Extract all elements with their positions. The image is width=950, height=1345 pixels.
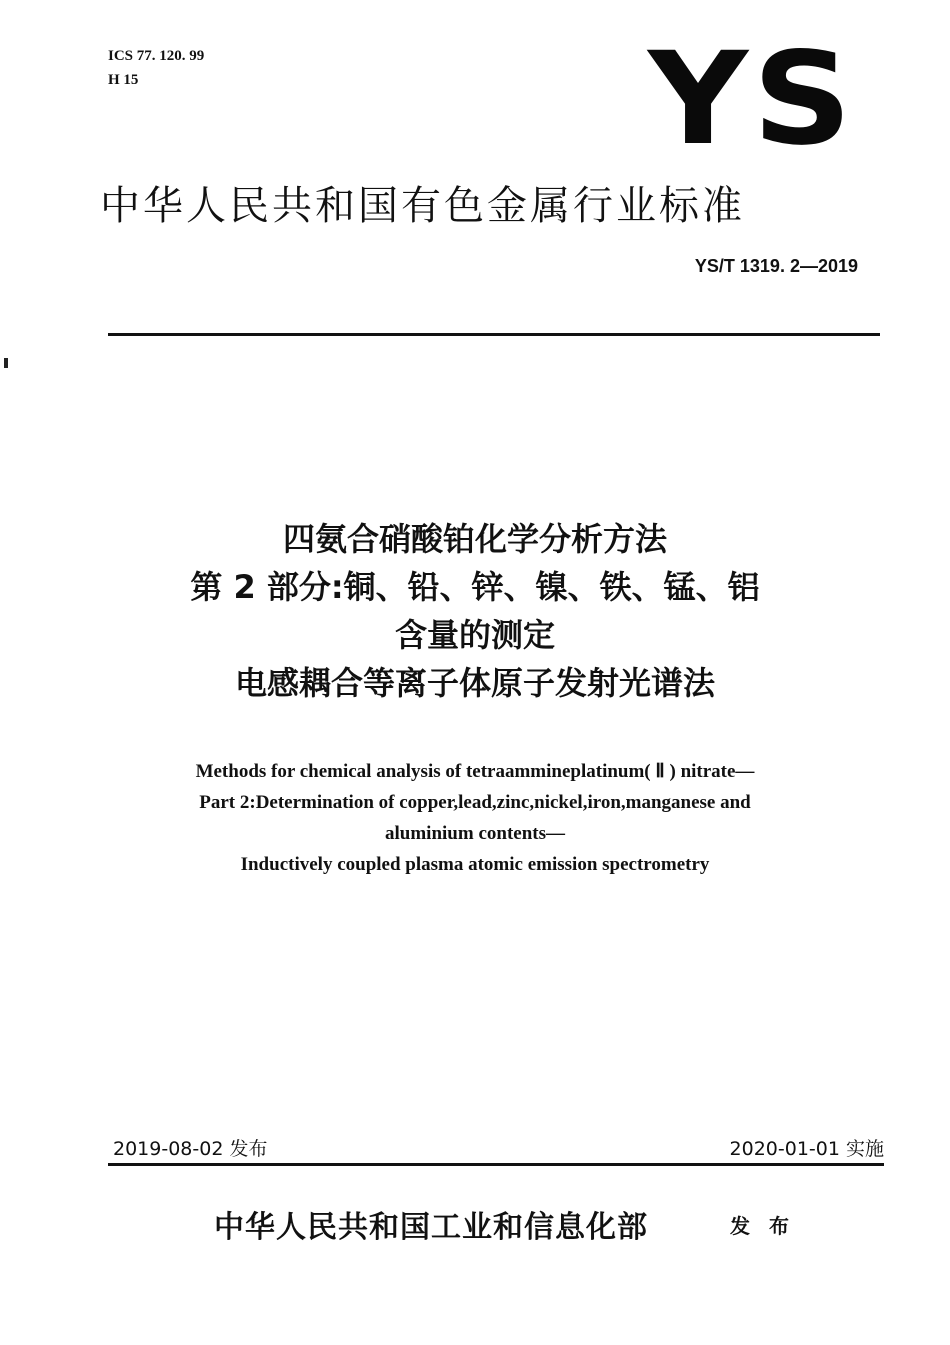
chinese-title-line-2: 第 2 部分:铜、铅、锌、镍、铁、锰、铝 (190, 568, 760, 606)
bottom-divider (108, 1163, 884, 1166)
issue-date: 2019-08-02 发布 (113, 1138, 268, 1160)
english-title-line-2: Part 2:Determination of copper,lead,zinc,nickel,iron,manganese and (199, 792, 751, 813)
english-title-line-3: aluminium contents— (385, 823, 565, 844)
effective-date: 2020-01-01 实施 (729, 1138, 884, 1160)
ics-code: ICS 77. 120. 99 (108, 48, 205, 64)
issuing-authority: 中华人民共和国工业和信息化部 (214, 1210, 648, 1245)
chinese-title (75, 515, 875, 707)
english-title (75, 756, 875, 880)
ys-logo: YS (648, 25, 857, 174)
standard-number: YS/T 1319. 2—2019 (694, 256, 858, 276)
chinese-title-line-3: 含量的测定 (394, 616, 555, 654)
english-title-line-4: Inductively coupled plasma atomic emission spectrometry (240, 854, 710, 875)
english-title-line-1: Methods for chemical analysis of tetraammineplatinum( Ⅱ ) nitrate— (195, 761, 755, 782)
issue-label: 发 布 (730, 1214, 795, 1238)
industry-standard-title: 中华人民共和国有色金属行业标准 (100, 183, 745, 229)
chinese-title-line-1: 四氨合硝酸铂化学分析方法 (282, 520, 667, 558)
ccs-code: H 15 (108, 72, 139, 88)
chinese-title-line-4: 电感耦合等离子体原子发射光谱法 (234, 664, 715, 702)
scan-artifact (4, 358, 8, 368)
classification-codes (108, 44, 204, 92)
top-divider (108, 333, 880, 336)
